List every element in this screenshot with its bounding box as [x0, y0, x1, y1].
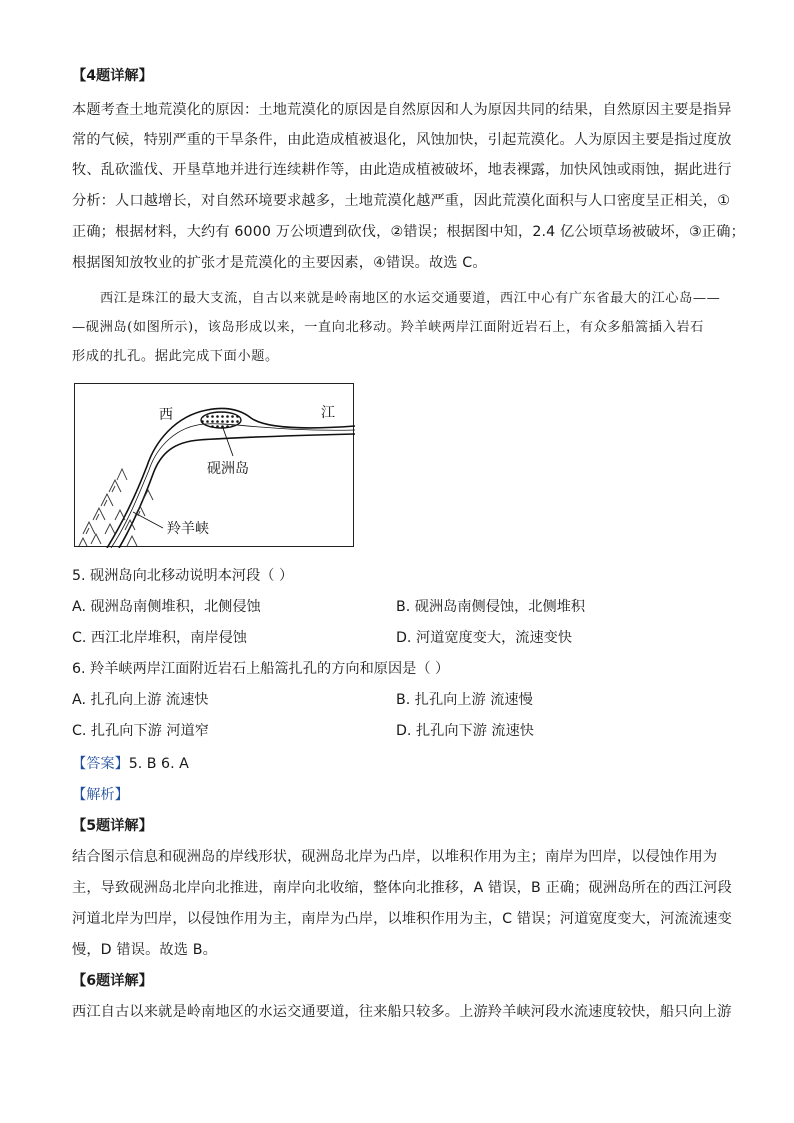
passage-line: 西江是珠江的最大支流，自古以来就是岭南地区的水运交通要道，西江中心有广东省最大的江心岛——	[100, 291, 721, 306]
river-north-bank	[107, 408, 355, 548]
answer-text: 5. B 6. A	[128, 756, 189, 772]
island-shape	[201, 412, 241, 428]
answer-label: 【答案】	[72, 756, 129, 772]
section6-heading: 【6题详解】	[72, 973, 153, 989]
section4-line: 分析：人口越增长，对自然环境要求越多，土地荒漠化越严重，因此荒漠化面积与人口密度呈正相关，①	[72, 193, 731, 209]
section5-line: 慢，D 错误。故选 B。	[72, 942, 217, 958]
question5-option-c: C. 西江北岸堆积，南岸侵蚀	[72, 630, 247, 646]
section5-line: 河道北岸为凹岸，以侵蚀作用为主，南岸为凸岸，以堆积作用为主，C 错误；河道宽度变大，河流流速变	[72, 911, 732, 927]
map-label-gorge: 羚羊峡	[167, 521, 209, 537]
question5-stem: 5. 砚洲岛向北移动说明本河段（ ）	[72, 568, 294, 584]
section4-line: 正确；根据材料，大约有 6000 万公顷遭到砍伐，②错误；根据图中知，2.4 亿公顷草场被破坏，③正确；	[72, 224, 745, 240]
map-label-xi: 西	[159, 407, 173, 423]
section4-line: 牧、乱砍滥伐、开垦草地并进行连续耕作等，由此造成植被破坏，地表裸露，加快风蚀或雨蚀，据此进行	[72, 162, 732, 178]
section5-heading: 【5题详解】	[72, 818, 153, 834]
section5-line: 主，导致砚洲岛北岸向北推进，南岸向北收缩，整体向北推移，A 错误，B 正确；砚洲岛所在的西江河段	[72, 880, 732, 896]
section4-heading: 【4题详解】	[72, 68, 153, 84]
map-label-jiang: 江	[321, 405, 335, 421]
question6-option-b: B. 扎孔向上游 流速慢	[396, 692, 533, 708]
section4-line: 根据图知放牧业的扩张才是荒漠化的主要因素，④错误。故选 C。	[72, 255, 487, 271]
answer-row	[72, 754, 189, 774]
question6-option-c: C. 扎孔向下游 河道窄	[72, 723, 209, 739]
passage-line: —砚洲岛(如图所示)，该岛形成以来，一直向北移动。羚羊峡两岸江面附近岩石上，有众多船篙插入岩石	[72, 320, 704, 335]
river-channel-line	[111, 424, 355, 548]
river-map-figure	[74, 383, 354, 547]
question6-stem: 6. 羚羊峡两岸江面附近岩石上船篙扎孔的方向和原因是（ ）	[72, 661, 450, 677]
analysis-label: 【解析】	[72, 787, 129, 803]
section5-line: 结合图示信息和砚洲岛的岸线形状，砚洲岛北岸为凸岸，以堆积作用为主；南岸为凹岸，以侵蚀作用为	[72, 849, 718, 865]
section4-line: 本题考查土地荒漠化的原因：土地荒漠化的原因是自然原因和人为原因共同的结果，自然原因主要是指异	[72, 102, 732, 118]
passage-line: 形成的扎孔。据此完成下面小题。	[72, 349, 279, 364]
question5-option-d: D. 河道宽度变大，流速变快	[396, 630, 573, 646]
section4-line: 常的气候，特别严重的干旱条件，由此造成植被退化，风蚀加快，引起荒漠化。人为原因主要是指过度放	[72, 132, 732, 148]
section6-line: 西江自古以来就是岭南地区的水运交通要道，往来船只较多。上游羚羊峡河段水流速度较快，船只向上游	[72, 1004, 732, 1020]
question6-option-d: D. 扎孔向下游 流速快	[396, 723, 534, 739]
question5-option-a: A. 砚洲岛南侧堆积，北侧侵蚀	[72, 599, 261, 615]
river-south-bank	[119, 434, 355, 548]
map-label-island: 砚洲岛	[207, 461, 249, 477]
question5-option-b: B. 砚洲岛南侧侵蚀，北侧堆积	[396, 599, 586, 615]
question6-option-a: A. 扎孔向上游 流速快	[72, 692, 209, 708]
